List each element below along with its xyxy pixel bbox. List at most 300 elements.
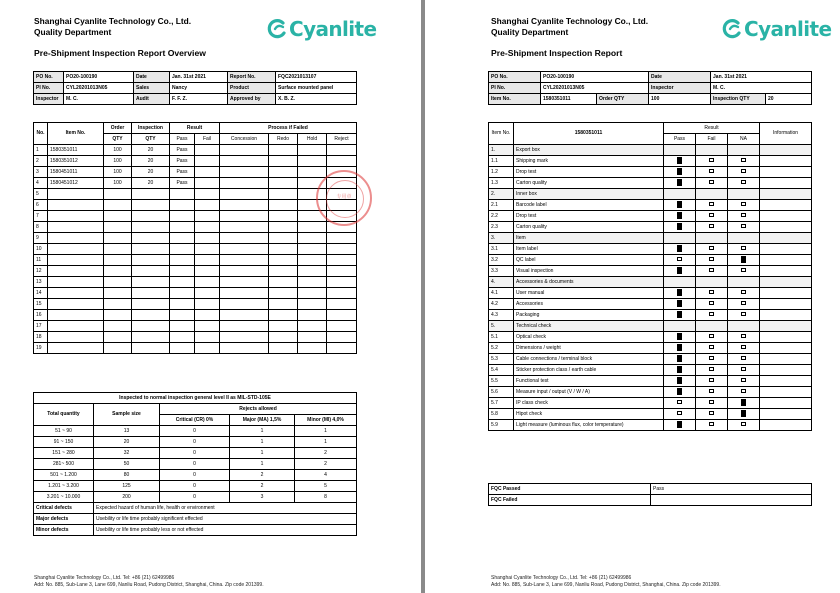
- check-row: [489, 387, 812, 398]
- col-order: Order: [104, 123, 132, 134]
- item-row: [34, 321, 357, 332]
- item-no-cell: 9: [34, 233, 48, 244]
- check-row: [489, 310, 812, 321]
- check-label: Accessories: [514, 299, 664, 310]
- aql-cell: 1: [230, 448, 295, 459]
- item-no-cell: 11: [34, 255, 48, 266]
- result-cell: [728, 211, 760, 222]
- result-cell: [728, 332, 760, 343]
- empty-cell: [220, 200, 269, 211]
- inspection-qty-cell: [132, 222, 170, 233]
- checked-box-icon: [677, 157, 682, 164]
- result-cell: [696, 288, 728, 299]
- info-label: Item No.: [489, 94, 541, 105]
- info-label: Product: [228, 83, 276, 94]
- info-label: Audit: [134, 94, 170, 105]
- pass-cell: [170, 189, 195, 200]
- check-label: Accessories & documents: [514, 277, 664, 288]
- check-row: [489, 365, 812, 376]
- cyanlite-logo: [721, 17, 832, 41]
- empty-cell: [220, 222, 269, 233]
- empty-cell: [269, 222, 298, 233]
- col-pass: Pass: [664, 134, 696, 145]
- empty-cell: [195, 167, 220, 178]
- aql-cell: 3.201 ~ 10.000: [34, 492, 94, 503]
- check-row: [489, 376, 812, 387]
- check-number: 3.3: [489, 266, 514, 277]
- inspection-qty-cell: [132, 343, 170, 354]
- col-concession: Concession: [220, 134, 269, 145]
- check-number: 3.2: [489, 255, 514, 266]
- empty-cell: [220, 288, 269, 299]
- result-cell: [664, 332, 696, 343]
- check-label: Carton quality: [514, 222, 664, 233]
- information-cell: [760, 321, 812, 332]
- checked-box-icon: [677, 245, 682, 252]
- footer-line-2: Add: No. 885, Sub-Lane 3, Lane 699, Nanliu Road, Pudong District, Shanghai, China. Zip code 201399.: [34, 581, 264, 588]
- checkbox-icon: [741, 169, 746, 174]
- empty-cell: [327, 321, 357, 332]
- aql-cell: 0: [160, 492, 230, 503]
- fqc-row: [489, 495, 812, 506]
- aql-table: [33, 392, 357, 536]
- check-row: [489, 398, 812, 409]
- check-row: [489, 167, 812, 178]
- item-no-cell: 12: [34, 266, 48, 277]
- aql-cell: 2: [230, 481, 295, 492]
- checkbox-icon: [709, 367, 714, 372]
- information-cell: [760, 365, 812, 376]
- overview-info-table: [33, 71, 357, 105]
- information-cell: [760, 145, 812, 156]
- empty-cell: [195, 332, 220, 343]
- empty-cell: [220, 343, 269, 354]
- report-info-table: [488, 71, 812, 105]
- item-no-cell: 16: [34, 310, 48, 321]
- inspection-qty-cell: [132, 332, 170, 343]
- checkbox-icon: [709, 213, 714, 218]
- result-cell: [664, 277, 696, 288]
- checkbox-icon: [741, 246, 746, 251]
- check-row: [489, 332, 812, 343]
- info-row: [489, 72, 812, 83]
- info-label: Inspection QTY: [711, 94, 766, 105]
- empty-cell: [298, 299, 327, 310]
- empty-cell: [195, 244, 220, 255]
- item-number-cell: [48, 244, 104, 255]
- result-cell: [728, 420, 760, 431]
- checkbox-icon: [741, 290, 746, 295]
- aql-cell: 200: [94, 492, 160, 503]
- item-no-cell: 18: [34, 332, 48, 343]
- empty-cell: [269, 211, 298, 222]
- empty-cell: [269, 255, 298, 266]
- department: Quality Department: [491, 26, 569, 37]
- empty-cell: [327, 156, 357, 167]
- aql-cell: 1: [230, 426, 295, 437]
- information-cell: [760, 387, 812, 398]
- result-cell: [728, 288, 760, 299]
- empty-cell: [195, 145, 220, 156]
- empty-cell: [220, 310, 269, 321]
- check-number: 5.6: [489, 387, 514, 398]
- col-process-if-failed: Process if Failed: [220, 123, 357, 134]
- items-table: [33, 122, 357, 354]
- empty-cell: [298, 156, 327, 167]
- result-cell: [696, 211, 728, 222]
- order-qty-cell: [104, 255, 132, 266]
- result-cell: [664, 299, 696, 310]
- empty-cell: [327, 233, 357, 244]
- order-qty-cell: [104, 189, 132, 200]
- item-no-cell: 3: [34, 167, 48, 178]
- check-number: 5.5: [489, 376, 514, 387]
- empty-cell: [220, 211, 269, 222]
- checkbox-icon: [741, 422, 746, 427]
- empty-cell: [269, 343, 298, 354]
- item-row: [34, 266, 357, 277]
- info-label: PO No.: [489, 72, 541, 83]
- empty-cell: [195, 288, 220, 299]
- info-label: Date: [134, 72, 170, 83]
- info-value: CYL20201013N05: [541, 83, 649, 94]
- empty-cell: [269, 145, 298, 156]
- result-cell: [696, 255, 728, 266]
- order-qty-cell: [104, 222, 132, 233]
- item-number-cell: [48, 299, 104, 310]
- information-cell: [760, 409, 812, 420]
- result-cell: [696, 420, 728, 431]
- item-no-cell: 10: [34, 244, 48, 255]
- aql-cell: 51 ~ 90: [34, 426, 94, 437]
- check-number: 2.3: [489, 222, 514, 233]
- check-label: QC label: [514, 255, 664, 266]
- checkbox-icon: [709, 312, 714, 317]
- check-label: Hipot check: [514, 409, 664, 420]
- defect-label: Major defects: [34, 514, 94, 525]
- empty-cell: [220, 178, 269, 189]
- col-reject: Reject: [327, 134, 357, 145]
- item-no-cell: 14: [34, 288, 48, 299]
- section-row: [489, 233, 812, 244]
- empty-cell: [269, 200, 298, 211]
- empty-cell: [269, 178, 298, 189]
- checked-box-icon: [677, 333, 682, 340]
- result-cell: [728, 310, 760, 321]
- footer: [491, 575, 721, 588]
- info-label: Approved by: [228, 94, 276, 105]
- empty-cell: [269, 332, 298, 343]
- empty-cell: [220, 255, 269, 266]
- info-value: FQC2021013107: [276, 72, 357, 83]
- checked-box-icon: [677, 355, 682, 362]
- checkbox-icon: [709, 411, 714, 416]
- checkbox-icon: [741, 345, 746, 350]
- empty-cell: [298, 310, 327, 321]
- empty-cell: [195, 343, 220, 354]
- col-inspection-qty: QTY: [132, 134, 170, 145]
- col-pass: Pass: [170, 134, 195, 145]
- aql-cell: 125: [94, 481, 160, 492]
- order-qty-cell: [104, 310, 132, 321]
- checkbox-icon: [741, 202, 746, 207]
- logo-text: Cyanlite: [744, 17, 832, 41]
- aql-cell: 3: [230, 492, 295, 503]
- result-cell: [664, 222, 696, 233]
- information-cell: [760, 299, 812, 310]
- check-row: [489, 420, 812, 431]
- aql-row: [34, 459, 357, 470]
- result-cell: [696, 178, 728, 189]
- result-cell: [728, 167, 760, 178]
- aql-cell: 0: [160, 459, 230, 470]
- footer-line-1: Shanghai Cyanlite Technology Co., Ltd. Tel: +86 (21) 62499986: [34, 575, 175, 581]
- fqc-row: [489, 484, 812, 495]
- aql-cell: 4: [295, 470, 357, 481]
- empty-cell: [220, 167, 269, 178]
- item-number-cell: [48, 277, 104, 288]
- fqc-value: Pass: [651, 484, 812, 495]
- checkbox-icon: [677, 411, 682, 416]
- item-number-cell: [48, 200, 104, 211]
- empty-cell: [327, 310, 357, 321]
- check-label: Drop test: [514, 167, 664, 178]
- item-row: [34, 233, 357, 244]
- checkbox-icon: [741, 180, 746, 185]
- checkbox-icon: [709, 180, 714, 185]
- result-cell: [664, 255, 696, 266]
- footer-line-1: Shanghai Cyanlite Technology Co., Ltd. Tel: +86 (21) 62499986: [491, 575, 632, 581]
- result-cell: [664, 310, 696, 321]
- information-cell: [760, 156, 812, 167]
- order-qty-cell: 100: [104, 156, 132, 167]
- aql-cell: 0: [160, 437, 230, 448]
- department: Quality Department: [34, 26, 112, 37]
- aql-cell: 50: [94, 459, 160, 470]
- result-cell: [696, 321, 728, 332]
- result-cell: [664, 189, 696, 200]
- pass-cell: [170, 211, 195, 222]
- company-name: Shanghai Cyanlite Technology Co., Ltd.: [491, 16, 649, 26]
- pass-cell: [170, 255, 195, 266]
- pass-cell: [170, 321, 195, 332]
- checkbox-icon: [741, 378, 746, 383]
- info-label: Inspector: [649, 83, 711, 94]
- empty-cell: [327, 343, 357, 354]
- check-row: [489, 222, 812, 233]
- empty-cell: [269, 288, 298, 299]
- information-cell: [760, 310, 812, 321]
- aql-cell: 8: [295, 492, 357, 503]
- info-label: Sales: [134, 83, 170, 94]
- empty-cell: [269, 189, 298, 200]
- check-label: Shipping mark: [514, 156, 664, 167]
- checked-box-icon: [677, 267, 682, 274]
- item-row: [34, 222, 357, 233]
- result-cell: [728, 376, 760, 387]
- empty-cell: [327, 288, 357, 299]
- col-redo: Redo: [269, 134, 298, 145]
- checkbox-icon: [741, 268, 746, 273]
- checked-box-icon: [677, 179, 682, 186]
- empty-cell: [298, 145, 327, 156]
- footer-line-2: Add: No. 885, Sub-Lane 3, Lane 699, Nanliu Road, Pudong District, Shanghai, China. Zip code 201399.: [491, 581, 721, 588]
- info-value: Jan. 31st 2021: [711, 72, 812, 83]
- checked-box-icon: [677, 311, 682, 318]
- check-number: 5.3: [489, 354, 514, 365]
- result-cell: [664, 398, 696, 409]
- check-number: 1.2: [489, 167, 514, 178]
- defect-row: [34, 525, 357, 536]
- checkbox-icon: [741, 301, 746, 306]
- company-name: Shanghai Cyanlite Technology Co., Ltd.: [34, 16, 192, 26]
- pass-cell: [170, 277, 195, 288]
- info-label: Inspector: [34, 94, 64, 105]
- aql-cell: 80: [94, 470, 160, 481]
- check-label: Sticker protection class / earth cable: [514, 365, 664, 376]
- item-row: [34, 189, 357, 200]
- check-row: [489, 354, 812, 365]
- item-row: [34, 277, 357, 288]
- col-fail: Fail: [195, 134, 220, 145]
- checkbox-icon: [709, 301, 714, 306]
- check-label: Technical check: [514, 321, 664, 332]
- aql-cell: 0: [160, 448, 230, 459]
- order-qty-cell: [104, 211, 132, 222]
- result-cell: [664, 233, 696, 244]
- result-cell: [664, 343, 696, 354]
- aql-major: Major (MA) 1,5%: [230, 415, 295, 426]
- check-row: [489, 200, 812, 211]
- checkbox-icon: [709, 290, 714, 295]
- result-cell: [696, 409, 728, 420]
- defect-row: [34, 514, 357, 525]
- checked-box-icon: [677, 388, 682, 395]
- result-cell: [696, 145, 728, 156]
- inspection-qty-cell: [132, 255, 170, 266]
- col-information: Information: [760, 123, 812, 145]
- empty-cell: [327, 145, 357, 156]
- aql-cell: 0: [160, 426, 230, 437]
- check-label: IP class check: [514, 398, 664, 409]
- checkbox-icon: [741, 356, 746, 361]
- information-cell: [760, 255, 812, 266]
- aql-row: [34, 492, 357, 503]
- checkbox-icon: [741, 213, 746, 218]
- info-value: 20: [766, 94, 812, 105]
- inspection-qty-cell: [132, 200, 170, 211]
- result-cell: [696, 376, 728, 387]
- aql-cell: 91 ~ 150: [34, 437, 94, 448]
- info-value: CYL20201013N05: [64, 83, 134, 94]
- order-qty-cell: [104, 321, 132, 332]
- empty-cell: [327, 332, 357, 343]
- check-row: [489, 156, 812, 167]
- aql-cell: 2: [295, 459, 357, 470]
- info-row: [34, 83, 357, 94]
- pass-cell: [170, 244, 195, 255]
- empty-cell: [195, 189, 220, 200]
- aql-title: Inspected to normal inspection general level II as MIL-STD-105E: [34, 393, 357, 404]
- check-row: [489, 409, 812, 420]
- check-number: 5.9: [489, 420, 514, 431]
- info-label: PO No.: [34, 72, 64, 83]
- check-label: Cable connections / terminal block: [514, 354, 664, 365]
- checkbox-icon: [741, 367, 746, 372]
- inspection-qty-cell: [132, 189, 170, 200]
- checked-box-icon: [741, 410, 746, 417]
- empty-cell: [298, 266, 327, 277]
- page-title: Pre-Shipment Inspection Report: [491, 48, 623, 58]
- empty-cell: [298, 255, 327, 266]
- company-block: [491, 16, 648, 37]
- result-cell: [696, 244, 728, 255]
- item-row: [34, 145, 357, 156]
- check-number: 2.2: [489, 211, 514, 222]
- empty-cell: [298, 233, 327, 244]
- checkbox-icon: [709, 268, 714, 273]
- result-cell: [664, 145, 696, 156]
- order-qty-cell: [104, 299, 132, 310]
- info-value: PO20-100190: [64, 72, 134, 83]
- result-cell: [696, 299, 728, 310]
- item-number-cell: [48, 211, 104, 222]
- empty-cell: [220, 244, 269, 255]
- checklist-table: [488, 122, 812, 431]
- info-value: PO20-100190: [541, 72, 649, 83]
- checkbox-icon: [709, 422, 714, 427]
- result-cell: [728, 398, 760, 409]
- inspection-qty-cell: [132, 288, 170, 299]
- info-label: Order QTY: [597, 94, 649, 105]
- empty-cell: [298, 321, 327, 332]
- checked-box-icon: [677, 212, 682, 219]
- checkbox-icon: [709, 257, 714, 262]
- inspection-qty-cell: [132, 266, 170, 277]
- empty-cell: [269, 277, 298, 288]
- item-no-cell: 19: [34, 343, 48, 354]
- item-no-cell: 5: [34, 189, 48, 200]
- pass-cell: [170, 288, 195, 299]
- inspection-qty-cell: [132, 244, 170, 255]
- result-cell: [728, 178, 760, 189]
- empty-cell: [195, 200, 220, 211]
- empty-cell: [269, 266, 298, 277]
- check-label: Light measure (luminous flux, color temperature): [514, 420, 664, 431]
- check-number: 4.3: [489, 310, 514, 321]
- result-cell: [728, 321, 760, 332]
- section-row: [489, 145, 812, 156]
- inspection-qty-cell: 20: [132, 156, 170, 167]
- item-no-cell: 13: [34, 277, 48, 288]
- check-row: [489, 244, 812, 255]
- check-label: Inner box: [514, 189, 664, 200]
- item-number-cell: 1580451012: [48, 178, 104, 189]
- result-cell: [728, 387, 760, 398]
- aql-cell: 2: [295, 448, 357, 459]
- item-number-cell: [48, 310, 104, 321]
- company-seal: [316, 170, 372, 226]
- pass-cell: [170, 222, 195, 233]
- aql-sample-size: Sample size: [94, 404, 160, 426]
- check-row: [489, 299, 812, 310]
- empty-cell: [195, 222, 220, 233]
- info-value: M. C.: [64, 94, 134, 105]
- item-row: [34, 244, 357, 255]
- inspection-qty-cell: [132, 211, 170, 222]
- check-number: 4.2: [489, 299, 514, 310]
- empty-cell: [269, 321, 298, 332]
